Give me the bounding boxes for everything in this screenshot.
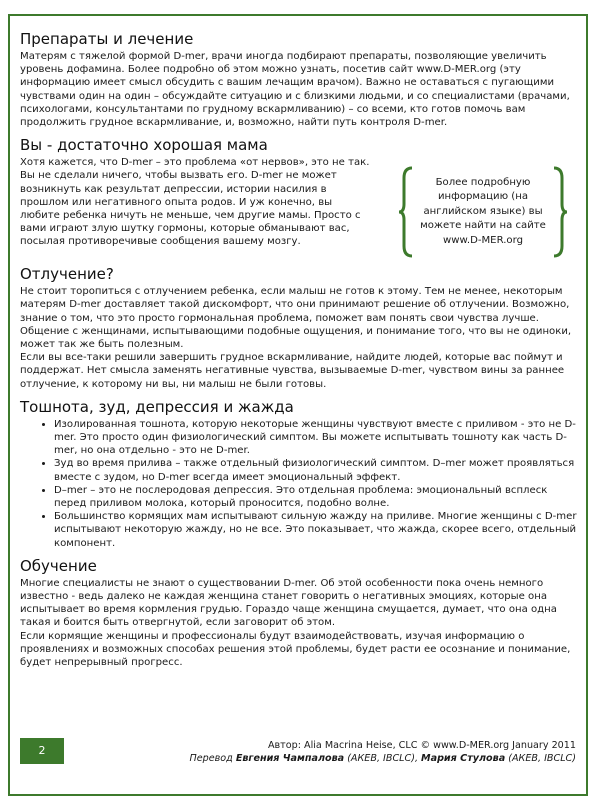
section-weaning (20, 265, 580, 391)
right-brace-icon (552, 166, 568, 258)
good-mom-row (20, 156, 580, 258)
section-title-good-mom: Вы - достаточно хорошая мама (20, 136, 268, 155)
footer-author: Автор: Alia Macrina Heise, CLC © www.D-MER.org January 2011 (267, 740, 576, 751)
footer-credits (189, 739, 576, 765)
section-nausea (20, 398, 580, 550)
section-text-education-1: Многие специалисты не знают о существовании D-mer. Об этой особенности пока очень немного известно - ведь далеко не каждая женщина станет говорить о негативных эмоциях, которые она испытывает во время кормления грудью. Гораздо чаще женщина смущается, думает, что она одна такая и боится быть отвергнутой, если заговорит об этом. (20, 577, 557, 629)
translator-2-cred: (АКЕВ, IBCLC) (505, 753, 576, 764)
page-footer (20, 738, 580, 772)
section-title-nausea: Тошнота, зуд, депрессия и жажда (20, 397, 294, 416)
info-callout-text: Более подробную информацию (на английском языке) вы можете найти на сайте www.D-MER.org (420, 176, 546, 246)
section-text-weaning-1: Не стоит торопиться с отлучением ребенка, если малыш не готов к этому. Тем не менее, некоторым матерям D-mer доставляет такой дискомфорт, что они принимают решение об отлучении. Возможно, знание о том, что это просто гормональная проблема, поможет вам понять свои чувства лучше. Общение с женщинами, испытывающими подобные ощущения, и понимание того, что вы не одиноки, может так же быть полезным. (20, 286, 572, 351)
good-mom-text-col (20, 156, 370, 248)
page-content (20, 30, 580, 676)
section-title-meds: Препараты и лечение (20, 30, 194, 48)
translator-2: Мария Стулова (421, 753, 506, 764)
info-callout (398, 166, 568, 258)
list-item: • Большинство кормящих мам испытывают сильную жажду на приливе. Многие женщины с D-mer испытывают некоторую жажду, но не все. Это показывает, что жажда, скорее всего, отдельный компонент. (54, 510, 580, 550)
footer-translation (189, 752, 576, 765)
list-item: • Зуд во время прилива – также отдельный физиологический симптом. D–mer может проявляться вместе с зудом, но D-mer всегда имеет эмоциональный эффект. (54, 457, 580, 483)
section-good-mom (20, 136, 580, 258)
translator-1: Евгения Чампалова (235, 753, 345, 764)
nausea-list (20, 418, 580, 550)
section-text-education-2: Если кормящие женщины и профессионалы будут взаимодействовать, изучая информацию о проявлениях и возможных способах решения этой проблемы, будет расти ее осознание и понимание, будет непрерывный прогресс. (20, 630, 571, 669)
list-item: • Изолированная тошнота, которую некоторые женщины чувствуют вместе с приливом - это не D-mer. Это просто один физиологический симптом. Вы можете испытывать тошноту как часть D-mer, но она отдельно - это не D-mer. (54, 418, 580, 458)
section-meds (20, 30, 580, 129)
section-title-weaning: Отлучение? (20, 265, 114, 284)
left-brace-icon (398, 166, 414, 258)
section-text-good-mom: Хотя кажется, что D-mer – это проблема «от нервов», это не так. Вы не сделали ничего, чтобы вызвать его. D-mer не может возникнуть как результат депрессии, истории насилия в прошлом или негативного опыта родов. И уж конечно, вы любите ребенка ничуть не меньше, чем другие мамы. Просто с вами играют злую шутку гормоны, которые обманывают вас, посылая противоречивые сообщения вашему мозгу. (20, 157, 370, 248)
list-item: • D–mer – это не послеродовая депрессия. Это отдельная проблема: эмоциональный всплеск перед приливом молока, который проносится, подобно волне. (54, 484, 580, 510)
translator-1-cred: (АКЕВ, IBCLC), (344, 753, 422, 764)
translation-label: Перевод (189, 753, 233, 764)
section-text-meds: Матерям с тяжелой формой D-mer, врачи иногда подбирают препараты, позволяющие увеличить уровень дофамина. Более подробно об этом можно узнать, посетив сайт www.D-MER.org (эту информацию имеет смысл обсудить с вашим лечащим врачом). Важно не оставаться с пугающими чувствами один на один – обсуждайте ситуацию и с близкими людьми, и со специалистами (врачами, психологами, консультантами по грудному вскармливанию) – со всеми, кто готов помочь вам продолжить грудное вскармливание, и, возможно, найти путь контроля D-mer. (20, 51, 570, 129)
section-education (20, 557, 580, 669)
page-number: 2 (20, 738, 64, 764)
section-title-education: Обучение (20, 556, 97, 575)
section-text-weaning-2: Если вы все-таки решили завершить грудное вскармливание, найдите людей, которые вас поймут и поддержат. Нет смысла заменять негативные чувства, вызываемые D-mer, чувством вины за раннее отлучение, к которому ни вы, ни малыш не были готовы. (20, 352, 565, 390)
